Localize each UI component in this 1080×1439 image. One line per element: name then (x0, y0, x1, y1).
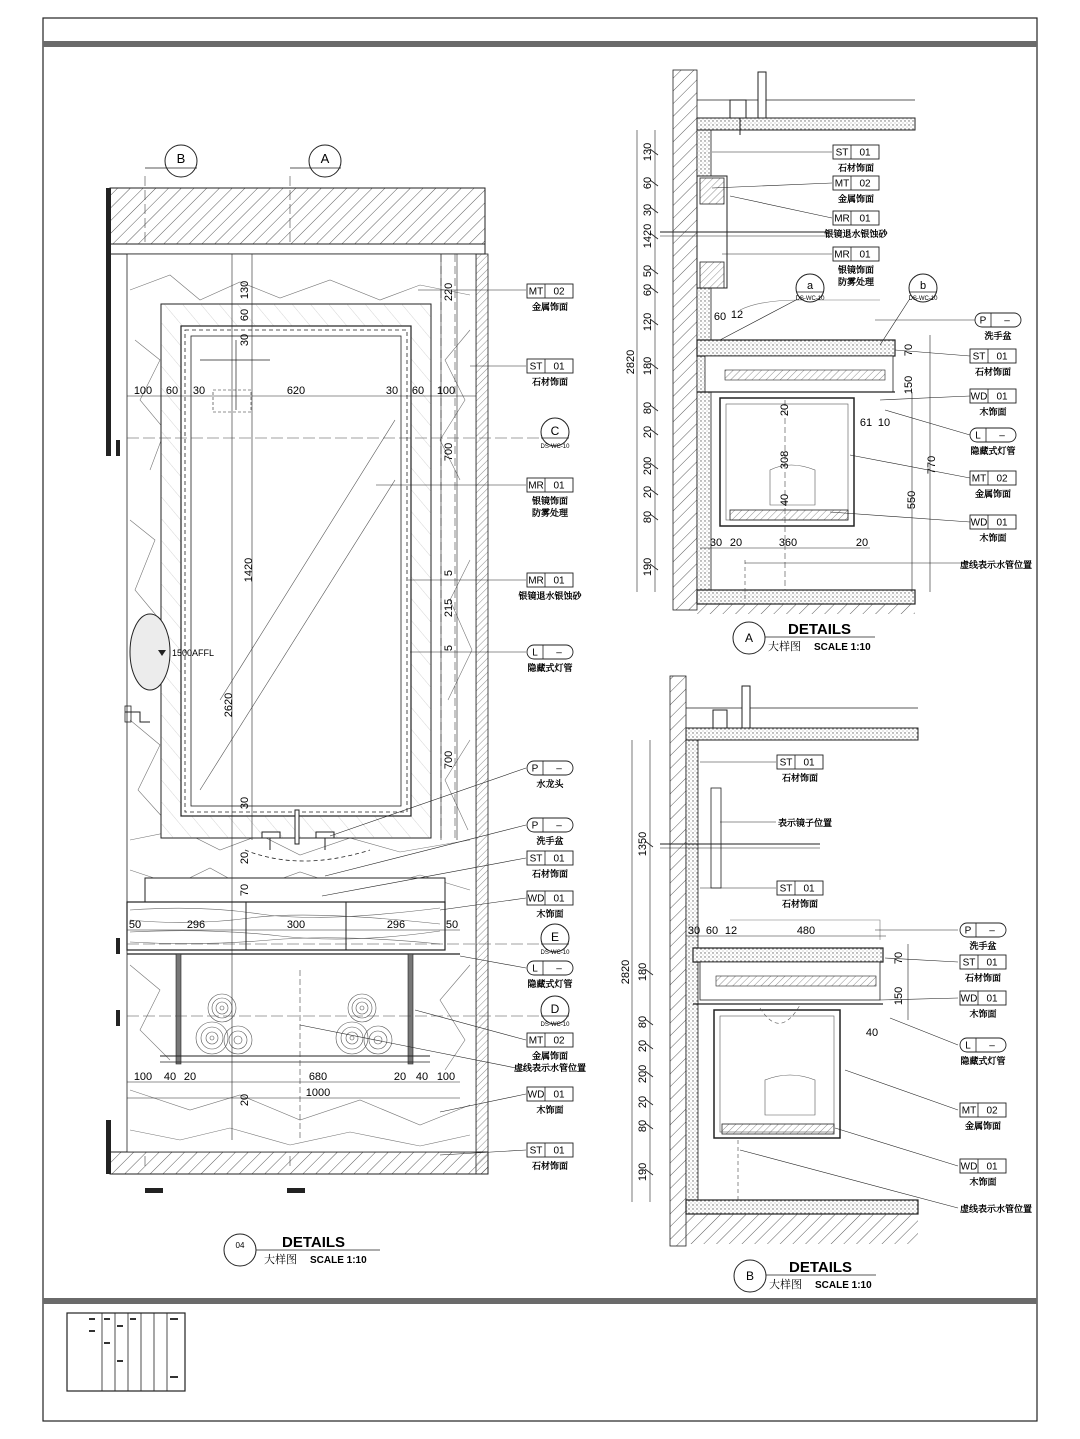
dA-vdim-2: 60 (642, 176, 654, 190)
dim-b-70: 70 (893, 951, 905, 965)
dA-vdim-11: 200 (642, 456, 654, 476)
d04-tag-5-num: – (556, 647, 562, 659)
d04-tag-2-code: ST (529, 361, 543, 373)
dB-tag-2 (777, 881, 823, 909)
callout-a-ref: DS-WC-10 (795, 296, 825, 302)
dB-tag-8-label: 木饰面 (969, 1177, 997, 1187)
dB-tag-8-num: 01 (986, 1161, 998, 1173)
detail-b-title (734, 1259, 876, 1292)
dB-tag-3-num: – (989, 925, 995, 937)
dB-tag-6-label: 隐藏式灯管 (960, 1056, 1006, 1066)
dim-b20b: 20 (393, 1071, 407, 1083)
dA-vdim-4: 1420 (642, 223, 654, 249)
dB-tag-4-code: ST (962, 957, 976, 969)
d04-tag-3-label2: 防雾处理 (531, 508, 569, 518)
dB-vdim-8: 190 (637, 1162, 649, 1182)
detail-a-heading: DETAILS (788, 621, 852, 638)
detail-a-section (625, 70, 1032, 654)
dA-tag-4-num: 01 (859, 249, 871, 261)
d04-tag-3 (527, 478, 573, 518)
dim-a-550: 550 (906, 490, 918, 510)
dA-vdim-10: 20 (642, 425, 654, 439)
dA-tag-10-num: 01 (996, 517, 1008, 529)
section-d-ref: DS-WC-10 (540, 1022, 570, 1028)
dim-b100a: 100 (133, 1071, 153, 1083)
detail-a-subtitle: 大样图 (768, 641, 801, 653)
dB-tag-5-label: 木饰面 (969, 1009, 997, 1019)
dA-tag-6-code: ST (972, 351, 986, 363)
callout-b (880, 274, 938, 345)
dA-tag-5-label: 洗手盆 (984, 331, 1012, 341)
dA-tag-6-label: 石材饰面 (974, 367, 1012, 377)
d04-tag-9-code: WD (527, 893, 545, 905)
dA-tag-9-num: 02 (996, 473, 1008, 485)
dB-tag-6 (960, 1038, 1006, 1066)
dB-tag-3-label: 洗手盆 (969, 941, 997, 951)
dim-a-20c: 20 (855, 537, 869, 549)
dA-tag-2-label: 金属饰面 (837, 194, 875, 204)
dim-a-150: 150 (903, 375, 915, 395)
d04-tag-3-num: 01 (553, 480, 565, 492)
dim-a-70: 70 (903, 343, 915, 357)
section-c-letter: C (550, 424, 560, 438)
dim-b40b: 40 (415, 1071, 429, 1083)
detail-04-scale: SCALE 1:10 (310, 1255, 367, 1266)
dA-tag-4-label2: 防雾处理 (837, 277, 875, 287)
dB-tag-5 (960, 991, 1006, 1019)
dA-tag-7-code: WD (970, 391, 988, 403)
detail-04-elevation (106, 145, 586, 1266)
d04-tag-4-code: MR (528, 575, 544, 587)
dim-a-360: 360 (778, 537, 798, 549)
dim-a-10: 10 (877, 417, 891, 429)
dB-tag-5-code: WD (960, 993, 978, 1005)
dA-tag-3-code: MR (834, 213, 850, 225)
section-e-ref: DS-WC-10 (540, 950, 570, 956)
d04-tag-8-label: 石材饰面 (531, 869, 569, 879)
dA-tag-4 (833, 247, 879, 287)
dim-a-60: 60 (713, 311, 727, 323)
dB-tag-7-code: MT (961, 1105, 977, 1117)
d04-tag-1-code: MT (528, 286, 544, 298)
dim-s50a: 50 (128, 919, 142, 931)
d04-tag-7 (527, 818, 573, 846)
dB-tag-1-code: ST (779, 757, 793, 769)
d04-tag-6-code: P (531, 763, 539, 775)
dim-a-30: 30 (709, 537, 723, 549)
d04-tag-11 (514, 1033, 586, 1073)
d04-tag-4-label: 银镜退水银蚀砂 (518, 591, 582, 601)
d04-tag-2-num: 01 (553, 361, 565, 373)
ceiling-slab (110, 188, 485, 244)
dA-tag-8-num: – (999, 430, 1005, 442)
dim-5b: 5 (443, 644, 455, 652)
dim-w30a: 30 (192, 385, 206, 397)
detail-b-section (620, 676, 1032, 1292)
dim-20b: 20 (239, 1093, 251, 1107)
d04-tag-4-num: 01 (553, 575, 565, 587)
dA-tag-10-code: WD (970, 517, 988, 529)
dB-tag-4 (960, 955, 1006, 983)
dim-60: 60 (239, 308, 251, 322)
dim-215: 215 (443, 598, 455, 618)
dB-tag-1-label: 石材饰面 (781, 773, 819, 783)
dim-s296b: 296 (386, 919, 406, 931)
dA-vdim-14: 190 (642, 557, 654, 577)
dB-vdim-7: 80 (637, 1119, 649, 1133)
dA-tag-5 (975, 313, 1021, 341)
d04-tag-6 (527, 761, 573, 789)
grid-a-label: A (320, 151, 330, 166)
dim-b100b: 100 (436, 1071, 456, 1083)
detail-04-subtitle: 大样图 (264, 1254, 297, 1266)
dim-70: 70 (239, 883, 251, 897)
dA-tag-10-label: 木饰面 (979, 533, 1007, 543)
dA-vdim-13: 80 (642, 510, 654, 524)
dim-b-480: 480 (796, 925, 816, 937)
d04-tag-1-num: 02 (553, 286, 565, 298)
d04-tag-8 (527, 851, 573, 879)
dim-b20a: 20 (183, 1071, 197, 1083)
dim-2620: 2620 (223, 692, 235, 718)
d04-tag-13-num: 01 (553, 1145, 565, 1157)
dim-w30b: 30 (385, 385, 399, 397)
dB-vdim-2: 180 (637, 962, 649, 982)
dB-tag-8-code: WD (960, 1161, 978, 1173)
dim-a-308: 308 (779, 450, 791, 470)
d04-tag-12-label: 木饰面 (536, 1105, 564, 1115)
dA-tag-4-label: 银镜饰面 (837, 265, 875, 275)
dB-tag-6-code: L (965, 1040, 971, 1052)
section-e-letter: E (550, 930, 560, 944)
d04-tag-2 (527, 359, 573, 387)
dim-b1000: 1000 (305, 1087, 331, 1099)
dB-vdim-6: 20 (637, 1095, 649, 1109)
floor-slab (110, 1152, 488, 1174)
dim-30: 30 (239, 796, 251, 810)
dB-tag-7 (960, 1103, 1006, 1131)
detail-b-subtitle: 大样图 (769, 1279, 802, 1291)
right-wall (476, 254, 488, 1174)
dim-b40a: 40 (163, 1071, 177, 1083)
callout-a-letter: a (806, 280, 814, 292)
grid-b-label: B (176, 151, 186, 166)
d04-tag-13 (527, 1143, 573, 1171)
detail-04-title (224, 1234, 380, 1266)
dim-700a: 700 (443, 442, 455, 462)
dA-tag-10 (970, 515, 1016, 543)
dim-b-150: 150 (893, 986, 905, 1006)
d04-tag-7-code: P (531, 820, 539, 832)
dA-tag-3 (824, 211, 888, 239)
dB-tag-3-code: P (964, 925, 972, 937)
d04-tag-8-num: 01 (553, 853, 565, 865)
dim-b-30: 30 (687, 925, 701, 937)
dA-tag-3-label: 银镜退水银蚀砂 (824, 229, 888, 239)
dB-tag-2-code: ST (779, 883, 793, 895)
detail-b-scale: SCALE 1:10 (815, 1280, 872, 1291)
dim-s296a: 296 (186, 919, 206, 931)
dB-vdim-5: 200 (637, 1064, 649, 1084)
dim-5a: 5 (443, 569, 455, 577)
dA-tag-7 (970, 389, 1016, 417)
dim-a-40: 40 (779, 493, 791, 507)
dB-tag-2-num: 01 (803, 883, 815, 895)
d04-tag-3-code: MR (528, 480, 544, 492)
d04-tag-9-num: 01 (553, 893, 565, 905)
dA-tag-5-num: – (1004, 315, 1010, 327)
dim-700b: 700 (443, 750, 455, 770)
dA-vdim-6: 60 (642, 283, 654, 297)
dA-tag-8-code: L (975, 430, 981, 442)
callout-b-ref: DS-WC-10 (908, 296, 938, 302)
dA-tag-1 (833, 145, 879, 173)
dB-tag-2-label: 石材饰面 (781, 899, 819, 909)
d04-tag-9 (527, 891, 573, 919)
dB-tag-7-label: 金属饰面 (964, 1121, 1002, 1131)
dim-a-20b: 20 (729, 537, 743, 549)
dA-tag-1-code: ST (835, 147, 849, 159)
d04-tag-5-code: L (532, 647, 538, 659)
dA-tag-8 (970, 428, 1016, 456)
d04-tag-2-label: 石材饰面 (531, 377, 569, 387)
d04-tag-12-code: WD (527, 1089, 545, 1101)
dA-tag-1-num: 01 (859, 147, 871, 159)
d04-tag-6-num: – (556, 763, 562, 775)
dim-a-770: 770 (926, 455, 938, 475)
title-block (67, 1313, 185, 1391)
d04-tag-8-code: ST (529, 853, 543, 865)
d04-tag-12 (527, 1087, 573, 1115)
dim-a-61: 61 (859, 417, 873, 429)
dB-tag-5-num: 01 (986, 993, 998, 1005)
detail-b-total: 2820 (620, 959, 632, 985)
detail-b-letter: B (745, 1269, 755, 1283)
dA-tag-9 (970, 471, 1016, 499)
detail-b-heading: DETAILS (789, 1259, 853, 1276)
d04-tag-10 (527, 961, 573, 989)
dB-tag-8 (960, 1159, 1006, 1187)
dim-130: 130 (239, 280, 251, 300)
dA-vdim-12: 20 (642, 485, 654, 499)
metal-leg-left (176, 954, 181, 1064)
detail-a-vertical-dims (642, 143, 658, 576)
dim-b-40: 40 (865, 1027, 879, 1039)
dA-vdim-7: 120 (642, 312, 654, 332)
dB-tag-7-num: 02 (986, 1105, 998, 1117)
dim-w620: 620 (286, 385, 306, 397)
dA-vdim-8: 180 (642, 356, 654, 376)
d04-tag-4 (518, 573, 582, 601)
dim-s50b: 50 (445, 919, 459, 931)
detail-a-total: 2820 (625, 349, 637, 375)
dim-b680: 680 (308, 1071, 328, 1083)
dim-w100a: 100 (133, 385, 153, 397)
dA-tag-2-num: 02 (859, 178, 871, 190)
callout-b-letter: b (919, 280, 927, 292)
dB-tag-1 (777, 755, 823, 783)
dA-vdim-3: 30 (642, 203, 654, 217)
d04-tag-5 (527, 645, 573, 673)
dA-vdim-9: 80 (642, 401, 654, 415)
dim-20a: 20 (239, 851, 251, 865)
d04-tag-10-num: – (556, 963, 562, 975)
dim-b-60: 60 (705, 925, 719, 937)
dim-w100b: 100 (436, 385, 456, 397)
d04-tag-1-label: 金属饰面 (531, 302, 569, 312)
dB-tag-6-num: – (989, 1040, 995, 1052)
d04-tag-11-label2: 虚线表示水管位置 (513, 1063, 587, 1073)
d04-tag-10-code: L (532, 963, 538, 975)
dim-s300: 300 (286, 919, 306, 931)
dim-1420: 1420 (243, 557, 255, 583)
detail-a-pipe-note: 虚线表示水管位置 (960, 560, 1033, 570)
dA-tag-2 (833, 176, 879, 204)
d04-tag-12-num: 01 (553, 1089, 565, 1101)
dA-tag-9-code: MT (971, 473, 987, 485)
dA-tag-6 (970, 349, 1016, 377)
dA-tag-7-num: 01 (996, 391, 1008, 403)
level-marker: 1500AFFL (172, 648, 215, 658)
mirror-glass (191, 333, 401, 806)
dA-tag-7-label: 木饰面 (979, 407, 1007, 417)
d04-tag-7-label: 洗手盆 (536, 836, 564, 846)
d04-tag-3-label: 银镜饰面 (531, 496, 569, 506)
dim-b-12: 12 (724, 925, 738, 937)
dB-tag-3 (960, 923, 1006, 951)
d04-tag-1 (527, 284, 573, 312)
detail-b-mirror-note: 表示镜子位置 (778, 818, 833, 828)
d04-tag-10-label: 隐藏式灯管 (527, 979, 573, 989)
detail-a-title (733, 621, 875, 654)
dim-w60a: 60 (165, 385, 179, 397)
d04-tag-11-num: 02 (553, 1035, 565, 1047)
detail-b-vertical-dims (637, 832, 653, 1181)
dim-a-20a: 20 (779, 403, 791, 417)
dB-vdim-4: 20 (637, 1039, 649, 1053)
dB-vdim-3: 80 (637, 1015, 649, 1029)
ceiling-trim (110, 244, 485, 254)
detail-04-number: 04 (235, 1241, 245, 1250)
dB-tag-4-num: 01 (986, 957, 998, 969)
d04-tag-9-label: 木饰面 (536, 909, 564, 919)
detail-b-pipe-note: 虚线表示水管位置 (960, 1204, 1033, 1214)
dB-vdim-1: 1350 (637, 831, 649, 857)
d04-tag-7-num: – (556, 820, 562, 832)
section-c-ref: DS-WC-10 (540, 444, 570, 450)
detail-a-scale: SCALE 1:10 (814, 642, 871, 653)
dA-tag-9-label: 金属饰面 (974, 489, 1012, 499)
d04-tag-13-label: 石材饰面 (531, 1161, 569, 1171)
dA-tag-1-label: 石材饰面 (837, 163, 875, 173)
dA-tag-5-code: P (979, 315, 987, 327)
dA-tag-3-num: 01 (859, 213, 871, 225)
dim-220: 220 (443, 282, 455, 302)
d04-tag-11-code: MT (528, 1035, 544, 1047)
dB-tag-4-label: 石材饰面 (964, 973, 1002, 983)
dim-30a: 30 (239, 333, 251, 347)
d04-tag-11-label: 金属饰面 (531, 1051, 569, 1061)
dim-a-12: 12 (730, 309, 744, 321)
d04-tag-5-label: 隐藏式灯管 (527, 663, 573, 673)
dA-vdim-5: 50 (642, 264, 654, 278)
dA-tag-2-code: MT (834, 178, 850, 190)
callout-a (720, 274, 825, 340)
dA-tag-6-num: 01 (996, 351, 1008, 363)
dA-tag-4-code: MR (834, 249, 850, 261)
detail-04-heading: DETAILS (282, 1234, 346, 1251)
detail-a-letter: A (744, 631, 754, 645)
dA-vdim-1: 130 (642, 142, 654, 162)
d04-tag-13-code: ST (529, 1145, 543, 1157)
detail-04-tags (514, 284, 586, 1171)
section-d-letter: D (550, 1002, 560, 1016)
d04-tag-6-label: 水龙头 (536, 779, 564, 789)
dA-tag-8-label: 隐藏式灯管 (970, 446, 1016, 456)
dim-w60b: 60 (411, 385, 425, 397)
dB-tag-1-num: 01 (803, 757, 815, 769)
